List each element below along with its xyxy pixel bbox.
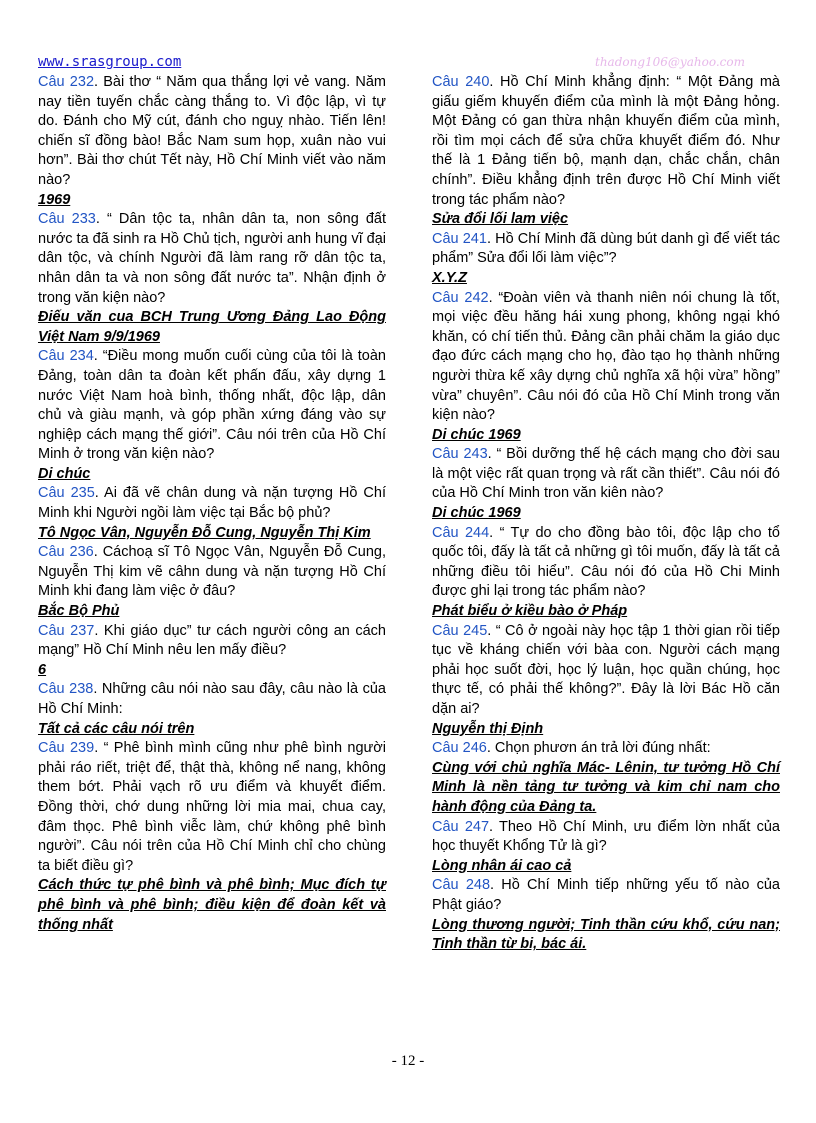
answer: Sửa đổi lối lam việc (432, 211, 569, 228)
answer: 1969 (38, 191, 71, 208)
question: Câu 248. Hồ Chí Minh tiếp những yếu tố nào của Phật giáo? (432, 877, 781, 913)
question: Câu 239. “ Phê bình mình cũng như phê bình người phải ráo riết, triệt để, thật thà, không nể nang, không them bớt. Phải vạch rõ ưu điểm và khuyết điểm. Đồng thời, chớ dung những lời mia mai, chua cay, đâm thọc. Phê bình viễc làm, chứ không phê bình người”. Câu nói trên của Hồ Chí Minh chỉ cho chùng ta biết điều gì? (38, 740, 386, 874)
question: Câu 238. Những câu nói nào sau đây, câu nào là của Hồ Chí Minh: (38, 681, 386, 717)
answer: Điếu văn cua BCH Trung Ương Đảng Lao Động Việt Nam 9/9/1969 (38, 309, 386, 345)
question: Câu 245. “ Cô ở ngoài này học tập 1 thời gian rồi tiếp tục về kháng chiến với bàa con. Người cách mạng phải học suốt đời, học lý luận, học quần chúng, học thực tế, có phải thế không?”. Đây là lời Bác Hồ căn dặn ai? (432, 622, 780, 717)
answer: X.Y.Z (432, 269, 467, 286)
answer: Bắc Bộ Phủ (38, 603, 120, 620)
answer: 6 (38, 661, 47, 678)
site-link[interactable]: www.srasgroup.com (38, 54, 182, 70)
question: Câu 237. Khi giáo dục” tư cách người công an cách mạng” Hồ Chí Minh nêu len mấy điều? (38, 622, 386, 659)
question: Câu 236. Cáchoạ sĩ Tô Ngọc Vân, Nguyễn Đỗ Cung, Nguyễn Thị kim vẽ câhn dung và nặn tượng Hồ Chí Minh khi đang làm việc ở đâu? (38, 544, 387, 600)
answer: Di chúc 1969 (432, 505, 521, 522)
email-watermark: thadong106@yahoo.com (595, 55, 745, 69)
question: Câu 243. “ Bồi dưỡng thế hệ cách mạng cho đời sau là một việc rất quan trọng và rất cần thiết”. Câu nói đó của Hồ Chí Minh tron văn kiên nào? (432, 446, 780, 502)
left-column (38, 73, 386, 935)
question: Câu 234. “Điều mong muốn cuối cùng của tôi là toàn Đảng, toàn dân ta đoàn kết phấn đấu, xây dựng 1 nước Việt Nam hoà bình, thống nhất, độc lập, dân chủ và giàu mạnh, và góp phần xứng đáng vào sự nghiệp cách mạng thế giới”. Câu nói trên của Hồ Chí Minh ở trong văn kiện nào? (38, 348, 386, 463)
answer: Di chúc (38, 465, 91, 482)
question: Câu 235. Ai đã vẽ chân dung và nặn tượng Hồ Chí Minh khi Người ngồi làm việc tại Bắc bộ phủ? (38, 485, 386, 522)
answer: Lòng nhân ái cao cả (432, 857, 572, 874)
question: Câu 233. “ Dân tộc ta, nhân dân ta, non sông đất nước ta đã sinh ra Hồ Chủ tịch, người anh hung vĩ đại dân tộc, và chính Người đã làm rang rỡ dân tộc ta, nhân dân ta và non sông đất nước ta”. Nhận định ở trong văn kiện nào? (38, 211, 387, 306)
question: Câu 232. Bài thơ “ Năm qua thắng lợi vẻ vang. Năm nay tiền tuyến chắc càng thắng to. Vì độc lập, vì tự do. Đánh cho Mỹ cút, đánh cho nguỵ nhào. Tiến lên! chiến sĩ đồng bào! Bắc Nam sum họp, xuân nào vui hơn”. Bài thơ chút Tết này, Hồ Chí Minh viết vào năm nào? (38, 74, 386, 188)
answer: Tất cả các câu nói trên (38, 720, 195, 737)
answer: Phát biểu ở kiều bào ở Pháp (432, 603, 628, 620)
page-number: - 12 - (391, 1053, 425, 1069)
answer: Cùng với chủ nghĩa Mác- Lênin, tư tưởng Hồ Chí Minh là nền tảng tư tưởng và kim chỉ nam cho hành động của Đảng ta. (432, 759, 780, 815)
question: Câu 240. Hồ Chí Minh khẳng định: “ Một Đảng mà giấu giếm khuyến điểm của mình là một Đảng hỏng. Một Đảng có gan thừa nhận khuyến điểm của mình, rồi tìm mọi cách để sửa chữa khuyết điểm đó. Như thế là 1 Đảng tiến bộ, mạnh dạn, chắc chắn, chân chính”. Điều khẳng định trên được Hồ Chí Minh viết trong tác phẩm nào? (432, 74, 780, 208)
question: Câu 244. “ Tự do cho đồng bào tôi, độc lập cho tổ quốc tôi, đấy là tất cả những gì tôi muốn, đấy là tất cả những điều tôi hiểu”. Câu nói đó của Hồ Chi Minh được ghi lại trong tác phẩm nào? (432, 524, 780, 600)
answer: Di chúc 1969 (432, 426, 521, 443)
answer: Lòng thương người; Tinh thần cứu khổ, cứu nan; Tinh thần từ bi, bác ái. (432, 916, 780, 953)
question: Câu 247. Theo Hồ Chí Minh, ưu điểm lờn nhất của học thuyết Khổng Tử là gì? (432, 818, 780, 855)
question: Câu 246. Chọn phươn án trả lời đúng nhất: (432, 740, 711, 757)
question: Câu 241. Hồ Chí Minh đã dùng bút danh gì để viết tác phẩm” Sửa đổi lối làm việc”? (432, 230, 780, 267)
answer: Nguyễn thị Định (432, 720, 544, 737)
right-column (432, 73, 780, 955)
answer: Cách thức tự phê bình và phê bình; Mục đích tự phê bình và phê bình; điều kiện để đoàn kết và thống nhất (38, 877, 386, 933)
question: Câu 242. “Đoàn viên và thanh niên nói chung là tốt, mọi việc đều hăng hái xung phong, không ngại khó khăn, có chí tiến thủ. Đảng cần phải chăm la giáo dục đạo đức cách mạng cho họ, đào tạo họ thành những người thừa kế xây dựng chủ nghĩa xã hội vừa” hồng” vừa” chuyên”. Câu nói đó của Hồ Chí Minh trong văn kiện nào? (432, 289, 780, 424)
answer: Tô Ngọc Vân, Nguyễn Đỗ Cung, Nguyễn Thị Kim (38, 524, 371, 541)
